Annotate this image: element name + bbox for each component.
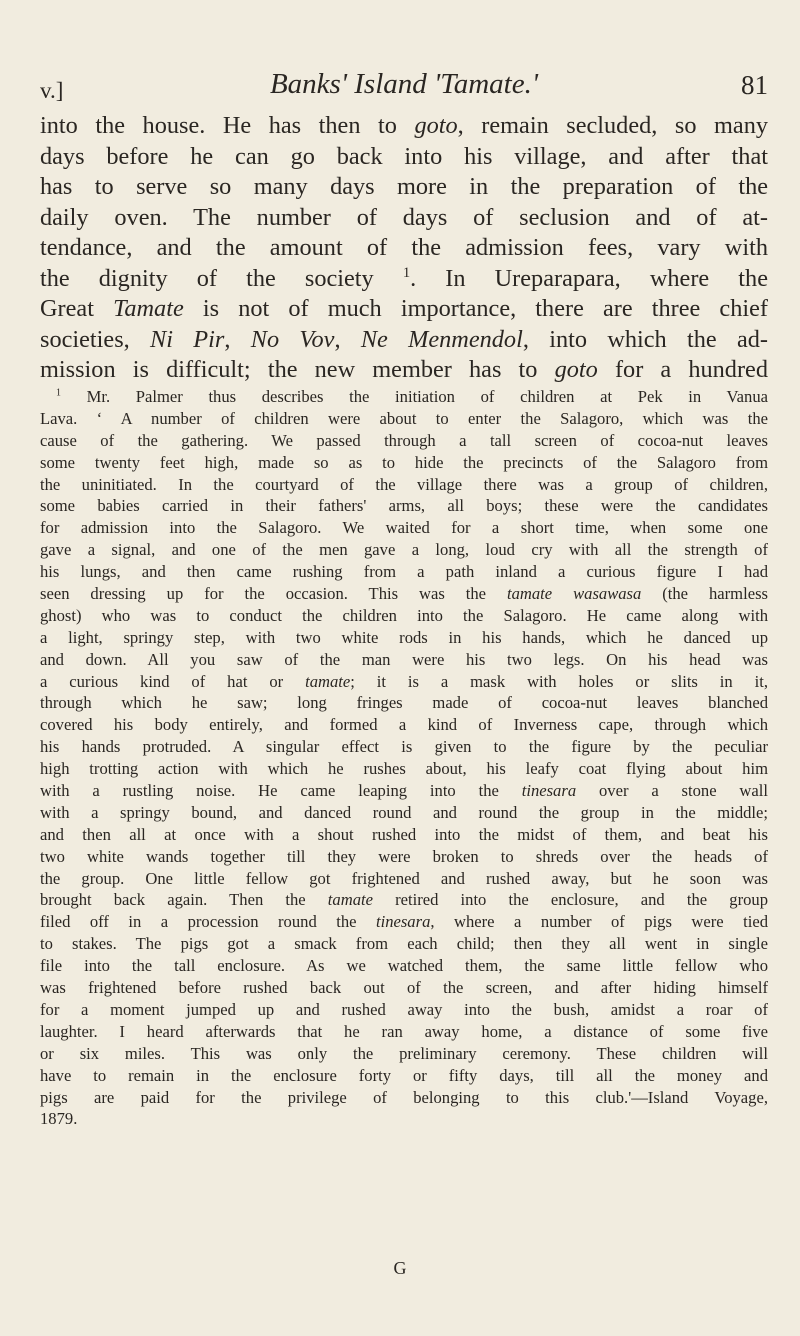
footnote-line: have to remain in the enclosure forty or fifty days, till all the money and xyxy=(40,1065,768,1085)
footnote-line: was frightened before rushed back out of the screen, and after hiding himself xyxy=(40,978,768,998)
text-line: mission is difficult; the new member has to goto for a hundred xyxy=(40,356,768,383)
footnote-line: ghost) who was to conduct the children into the Salagoro. He came along with xyxy=(40,605,768,625)
signature-mark: G xyxy=(393,1258,407,1278)
footnote-line: high trotting action with which he rushes about, his leafy coat flying about him xyxy=(40,759,768,779)
footnote-line: a light, springy step, with two white rods in his hands, which he danced up xyxy=(40,627,768,647)
footnote-line: covered his body entirely, and formed a kind of Inverness cape, through which xyxy=(40,715,768,735)
footnote-line: filed off in a procession round the tinesara, where a number of pigs were tied xyxy=(40,912,768,932)
footnote-line: 1879. xyxy=(40,1109,78,1129)
footnote-line: seen dressing up for the occasion. This was the tamate wasawasa (the harmless xyxy=(40,584,768,604)
footnote-line: his lungs, and then came rushing from a path inland a curious figure I had xyxy=(40,562,768,582)
text-line: days before he can go back into his village, and after that xyxy=(40,142,768,170)
text-line: the dignity of the society $^1$. In Ureparapara, where the xyxy=(40,264,768,292)
footnote-line: for admission into the Salagoro. We waited for a short time, when some one xyxy=(40,518,768,538)
footnote-line: and down. All you saw of the man were his two legs. On his head was xyxy=(40,649,768,669)
footnote-line: to stakes. The pigs got a smack from each child; then they all went in single xyxy=(40,934,768,954)
footnote-line: pigs are paid for the privilege of belonging to this club.'—Island Voyage, xyxy=(40,1087,768,1107)
text-line: tendance, and the amount of the admission fees, vary with xyxy=(40,234,768,261)
page-number: 81 xyxy=(741,70,768,100)
footnote-line: the uninitiated. In the courtyard of the village there was a group of children, xyxy=(40,474,768,494)
text-line: societies, Ni Pir, No Vov, Ne Menmendol, into which the ad- xyxy=(40,325,768,353)
footnote xyxy=(40,386,768,1130)
footnote-line: two white wands together till they were broken to shreds over the heads of xyxy=(40,846,768,866)
footnote-line: through which he saw; long fringes made of cocoa-nut leaves blanched xyxy=(40,693,768,713)
footnote-line: the group. One little fellow got frightened and rushed away, but he soon was xyxy=(40,868,768,888)
footnote-line: gave a signal, and one of the men gave a long, loud cry with all the strength of xyxy=(40,540,768,560)
footnote-line: a curious kind of hat or tamate; it is a mask with holes or slits in it, xyxy=(40,671,768,691)
footnote-line: for a moment jumped up and rushed away into the bush, amidst a roar of xyxy=(40,999,768,1019)
footnote-line: or six miles. This was only the preliminary ceremony. These children will xyxy=(40,1043,768,1063)
footnote-line: with a rustling noise. He came leaping into the tinesara over a stone wall xyxy=(40,781,768,801)
footnote-line: cause of the gathering. We passed through a tall screen of cocoa-nut leaves xyxy=(40,430,768,450)
footnote-line: file into the tall enclosure. As we watched them, the same little fellow who xyxy=(40,956,768,976)
footnote-line: with a springy bound, and danced round and round the group in the middle; xyxy=(40,802,768,822)
text-line: has to serve so many days more in the preparation of the xyxy=(40,173,768,200)
footnote-line: Lava. ‘ A number of children were about to enter the Salagoro, which was the xyxy=(40,408,768,428)
footnote-line: and then all at once with a shout rushed into the midst of them, and beat his xyxy=(40,824,768,844)
footnote-line: laughter. I heard afterwards that he ran away home, a distance of some five xyxy=(40,1021,768,1041)
text-line: daily oven. The number of days of seclusion and of at- xyxy=(40,203,768,231)
footnote-line: his hands protruded. A singular effect is given to the figure by the peculiar xyxy=(40,737,768,757)
footnote-line: $^1$ Mr. Palmer thus describes the initiation of children at Pek in Vanua xyxy=(56,387,768,406)
main-paragraph xyxy=(40,111,768,386)
chapter-number: v.] xyxy=(40,78,64,103)
footnote-line: brought back again. Then the tamate retired into the enclosure, and the group xyxy=(40,890,768,910)
text-line: Great Tamate is not of much importance, there are three chief xyxy=(40,295,768,322)
running-header xyxy=(40,68,768,108)
footnote-line: some babies carried in their fathers' arms, all boys; these were the candidates xyxy=(40,496,768,516)
text-line: into the house. He has then to goto, remain secluded, so many xyxy=(40,112,768,139)
footnote-line: some twenty feet high, made so as to hide the precincts of the Salagoro from xyxy=(40,452,768,472)
running-title: Banks' Island 'Tamate.' xyxy=(269,68,539,100)
